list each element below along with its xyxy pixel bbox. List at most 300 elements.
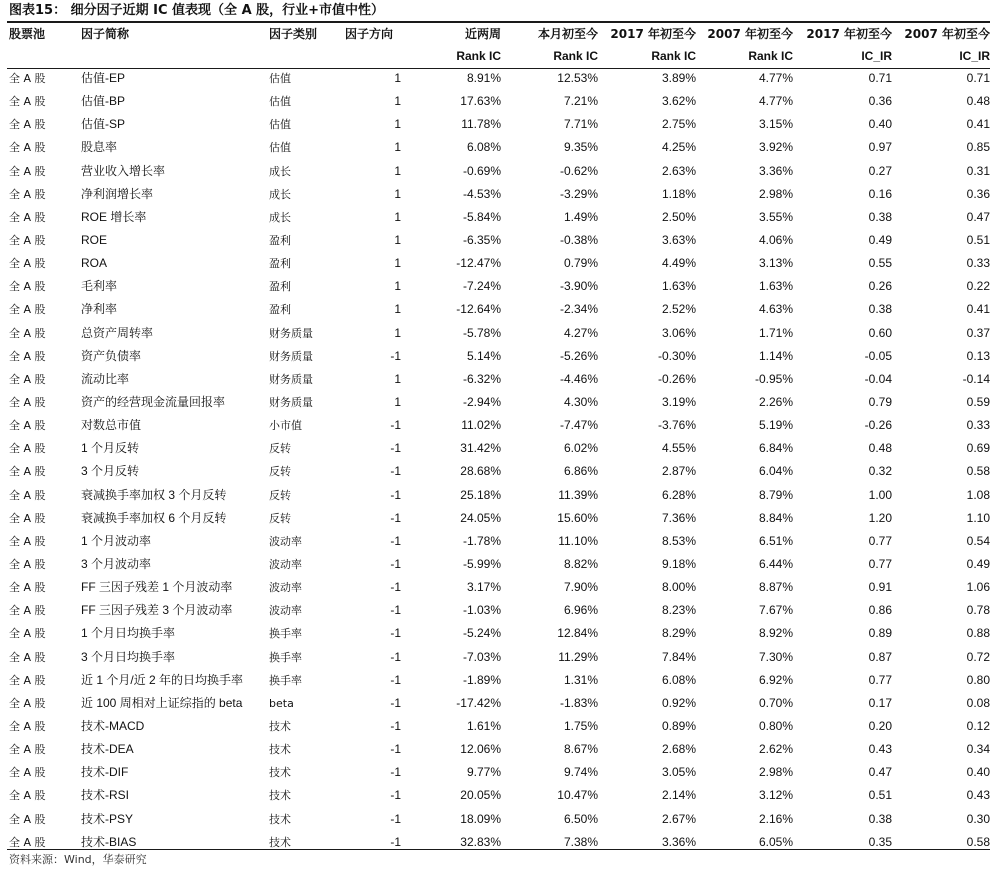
cell-two-week-ic: 6.08% [466, 140, 501, 155]
cell-two-week-ic: -1.03% [462, 603, 501, 618]
cell-category: 技术 [269, 720, 291, 733]
cell-2007-ic: 2.98% [758, 765, 793, 780]
cell-direction: -1 [390, 603, 401, 618]
cell-2017-icir: 0.36 [868, 94, 892, 109]
cell-month-ic: -3.90% [559, 279, 598, 294]
table-row [7, 669, 990, 692]
header-month-to-date-sub: Rank IC [553, 49, 598, 63]
cell-category: 成长 [269, 210, 291, 224]
cell-factor-name: 衰减换手率加权 6 个月反转 [81, 510, 227, 525]
cell-2007-icir: 0.13 [966, 348, 990, 363]
cell-2017-ic: 4.55% [661, 441, 696, 456]
cell-month-ic: 8.67% [563, 742, 598, 757]
cell-month-ic: 7.90% [563, 580, 598, 595]
cell-month-ic: 1.75% [563, 719, 598, 733]
cell-month-ic: 6.02% [563, 441, 598, 456]
table-row [7, 507, 990, 530]
cell-2017-icir: 0.20 [868, 719, 892, 733]
cell-2017-ic: 3.63% [661, 233, 696, 248]
table-row [7, 183, 990, 206]
cell-2017-icir: -0.05 [864, 348, 892, 363]
header-2017-to-date-sub: Rank IC [651, 49, 696, 63]
cell-2007-ic: 3.36% [758, 163, 793, 178]
cell-direction: -1 [390, 487, 401, 502]
header-2007-icir: 2007 年初至今 [904, 27, 990, 41]
cell-category: 财务质量 [269, 349, 313, 363]
cell-direction: 1 [394, 395, 401, 410]
figure-title: 图表15： 细分因子近期 IC 值表现（全 A 股，行业+市值中性） [9, 3, 385, 18]
cell-2017-icir: 0.91 [868, 580, 892, 595]
cell-2007-icir: 0.31 [966, 163, 990, 178]
header-2007-icir-sub: IC_IR [959, 49, 990, 63]
table-row [7, 345, 990, 368]
cell-2017-icir: 0.79 [868, 395, 892, 410]
cell-two-week-ic: -4.53% [462, 186, 501, 201]
cell-2017-ic: 0.92% [661, 695, 696, 710]
cell-2007-ic: 0.70% [758, 695, 793, 710]
header-category: 因子类别 [269, 27, 318, 41]
cell-factor-name: 3 个月日均换手率 [81, 649, 176, 664]
cell-pool: 全 A 股 [9, 789, 46, 803]
cell-category: 估值 [269, 72, 291, 86]
cell-2007-ic: 1.14% [758, 348, 793, 363]
cell-2007-icir: 0.58 [966, 464, 990, 479]
table-row [7, 368, 990, 391]
cell-2017-ic: 3.89% [661, 71, 696, 86]
cell-direction: 1 [394, 186, 401, 201]
cell-2017-icir: 0.87 [868, 649, 892, 664]
cell-two-week-ic: 11.78% [461, 117, 501, 132]
cell-category: 反转 [269, 511, 291, 525]
cell-direction: 1 [394, 71, 401, 86]
cell-pool: 全 A 股 [9, 743, 46, 757]
cell-category: 技术 [269, 766, 291, 780]
cell-two-week-ic: -5.78% [462, 325, 501, 340]
table-row [7, 298, 990, 321]
cell-two-week-ic: 5.14% [466, 348, 501, 363]
cell-direction: 1 [394, 140, 401, 155]
cell-pool: 全 A 股 [9, 720, 46, 733]
cell-two-week-ic: 25.18% [460, 487, 501, 502]
cell-pool: 全 A 股 [9, 534, 46, 548]
cell-two-week-ic: -17.42% [456, 695, 501, 710]
cell-factor-name: 估值-EP [81, 71, 126, 86]
cell-2007-icir: 0.08 [966, 695, 990, 710]
cell-category: 技术 [269, 743, 291, 757]
cell-factor-name: 估值-SP [81, 117, 126, 132]
cell-month-ic: 6.86% [563, 464, 598, 479]
cell-factor-name: 1 个月波动率 [81, 533, 152, 548]
cell-month-ic: 0.79% [563, 256, 598, 271]
cell-month-ic: 6.96% [563, 603, 598, 618]
cell-2017-icir: 0.26 [868, 279, 892, 294]
cell-2007-icir: 0.71 [966, 71, 990, 86]
cell-2007-ic: 3.12% [758, 788, 793, 803]
cell-month-ic: -3.29% [559, 186, 598, 201]
cell-month-ic: -0.38% [559, 233, 598, 248]
cell-factor-name: 1 个月反转 [81, 441, 140, 456]
cell-2007-icir: 0.22 [966, 279, 990, 294]
cell-category: 技术 [269, 835, 291, 849]
source-note: 资料来源：Wind，华泰研究 [9, 853, 147, 866]
cell-factor-name: 营业收入增长率 [81, 163, 166, 178]
cell-category: 估值 [269, 141, 291, 155]
cell-category: 换手率 [269, 673, 302, 687]
header-two-week-sub: Rank IC [456, 49, 501, 63]
cell-2017-icir: 0.77 [868, 533, 892, 548]
cell-2017-ic: 2.67% [661, 811, 696, 826]
cell-2017-ic: 3.19% [661, 395, 696, 410]
cell-2017-icir: -0.04 [864, 371, 892, 386]
cell-2017-icir: 0.48 [868, 441, 892, 456]
cell-two-week-ic: 28.68% [460, 464, 501, 479]
cell-2007-ic: 4.63% [758, 302, 793, 317]
cell-factor-name: 净利率 [81, 302, 118, 317]
cell-direction: -1 [390, 649, 401, 664]
cell-2007-icir: 0.12 [966, 719, 990, 733]
cell-direction: -1 [390, 626, 401, 641]
cell-pool: 全 A 股 [9, 372, 46, 386]
cell-factor-name: 技术-DEA [81, 742, 134, 757]
cell-direction: 1 [394, 371, 401, 386]
cell-category: 财务质量 [269, 372, 313, 386]
cell-2017-ic: 4.49% [661, 256, 696, 271]
cell-direction: -1 [390, 510, 401, 525]
cell-month-ic: -0.62% [559, 163, 598, 178]
cell-factor-name: 技术-DIF [81, 765, 129, 780]
table-row [7, 229, 990, 252]
cell-category: 估值 [269, 95, 291, 109]
cell-pool: 全 A 股 [9, 766, 46, 780]
cell-2017-ic: -0.26% [657, 371, 696, 386]
cell-factor-name: 总资产周转率 [81, 325, 154, 340]
cell-2007-ic: 2.98% [758, 186, 793, 201]
header-2007-to-date: 2007 年初至今 [707, 27, 793, 41]
cell-two-week-ic: 31.42% [460, 441, 501, 456]
cell-2017-ic: 3.62% [661, 94, 696, 109]
table-row [7, 808, 990, 831]
cell-month-ic: 7.38% [563, 834, 598, 849]
cell-category: 财务质量 [269, 326, 313, 340]
table-row [7, 414, 990, 437]
cell-direction: -1 [390, 580, 401, 595]
cell-2007-icir: 1.08 [966, 487, 990, 502]
cell-2007-icir: 0.54 [966, 533, 990, 548]
cell-two-week-ic: -7.03% [462, 649, 501, 664]
cell-pool: 全 A 股 [9, 95, 46, 109]
cell-two-week-ic: 20.05% [460, 788, 501, 803]
cell-pool: 全 A 股 [9, 303, 46, 317]
header-direction: 因子方向 [345, 27, 394, 41]
cell-month-ic: 7.71% [563, 117, 598, 132]
cell-pool: 全 A 股 [9, 210, 46, 224]
cell-month-ic: 12.53% [557, 71, 598, 86]
cell-two-week-ic: 11.02% [461, 418, 501, 433]
cell-2007-icir: 0.49 [966, 557, 990, 572]
cell-2017-icir: 0.38 [868, 302, 892, 317]
cell-2017-icir: 0.86 [868, 603, 892, 618]
cell-direction: 1 [394, 233, 401, 248]
cell-pool: 全 A 股 [9, 187, 46, 201]
cell-2007-ic: 8.84% [758, 510, 793, 525]
cell-2017-ic: 4.25% [661, 140, 696, 155]
cell-month-ic: 7.21% [563, 94, 598, 109]
cell-pool: 全 A 股 [9, 326, 46, 340]
cell-direction: 1 [394, 256, 401, 271]
table-row [7, 206, 990, 229]
cell-pool: 全 A 股 [9, 280, 46, 294]
cell-two-week-ic: 1.61% [466, 719, 501, 733]
cell-two-week-ic: -6.32% [462, 371, 501, 386]
cell-month-ic: 15.60% [557, 510, 598, 525]
cell-factor-name: 毛利率 [81, 279, 118, 294]
cell-two-week-ic: -12.64% [456, 302, 501, 317]
cell-2007-ic: -0.95% [754, 371, 793, 386]
cell-2017-ic: 8.23% [661, 603, 696, 618]
cell-2007-icir: 0.43 [966, 788, 990, 803]
cell-category: 反转 [269, 465, 291, 479]
cell-2017-icir: 0.77 [868, 557, 892, 572]
table-row [7, 67, 990, 90]
cell-2017-icir: 0.55 [868, 256, 892, 271]
header-2017-icir-sub: IC_IR [861, 49, 892, 63]
header-two-week: 近两周 [464, 27, 501, 41]
cell-2017-ic: 2.68% [661, 742, 696, 757]
cell-2007-icir: 0.40 [966, 765, 990, 780]
cell-pool: 全 A 股 [9, 604, 46, 618]
cell-2007-ic: 7.67% [758, 603, 793, 618]
cell-two-week-ic: -7.24% [462, 279, 501, 294]
cell-2007-icir: -0.14 [962, 371, 990, 386]
header-month-to-date: 本月初至今 [537, 27, 598, 41]
cell-2017-ic: 7.84% [661, 649, 696, 664]
cell-category: 财务质量 [269, 396, 313, 410]
cell-2017-ic: 3.36% [661, 834, 696, 849]
cell-pool: 全 A 股 [9, 442, 46, 456]
cell-direction: 1 [394, 163, 401, 178]
cell-2017-ic: 2.63% [661, 163, 696, 178]
cell-factor-name: 近 1 个月/近 2 年的日均换手率 [81, 672, 244, 687]
table-bottom-rule [7, 849, 990, 850]
cell-direction: -1 [390, 695, 401, 710]
cell-2007-ic: 1.71% [758, 325, 793, 340]
cell-factor-name: ROE 增长率 [81, 209, 147, 224]
cell-2017-ic: 2.52% [661, 302, 696, 317]
cell-2007-ic: 6.44% [758, 557, 793, 572]
cell-factor-name: 近 100 周相对上证综指的 beta [81, 695, 243, 710]
cell-2007-icir: 0.33 [966, 418, 990, 433]
cell-category: 盈利 [269, 280, 291, 294]
cell-pool: 全 A 股 [9, 72, 46, 86]
cell-month-ic: 4.30% [563, 395, 598, 410]
table-row [7, 113, 990, 136]
cell-2007-icir: 1.06 [966, 580, 990, 595]
cell-2017-icir: 0.49 [868, 233, 892, 248]
table-row [7, 599, 990, 622]
cell-direction: 1 [394, 117, 401, 132]
cell-2017-icir: 0.71 [868, 71, 892, 86]
cell-two-week-ic: 32.83% [460, 834, 501, 849]
table-row [7, 576, 990, 599]
header-2017-icir: 2017 年初至今 [806, 27, 892, 41]
cell-2007-ic: 5.19% [758, 418, 793, 433]
cell-2017-ic: 2.50% [661, 209, 696, 224]
cell-factor-name: FF 三因子残差 3 个月波动率 [81, 603, 233, 618]
cell-2007-icir: 0.30 [966, 811, 990, 826]
cell-2007-ic: 6.05% [758, 834, 793, 849]
cell-pool: 全 A 股 [9, 349, 46, 363]
cell-2017-icir: 0.60 [868, 325, 892, 340]
cell-2007-icir: 0.34 [966, 742, 990, 757]
cell-2007-ic: 4.77% [758, 71, 793, 86]
cell-factor-name: 净利润增长率 [81, 186, 154, 201]
cell-2017-icir: 0.47 [868, 765, 892, 780]
cell-factor-name: 3 个月反转 [81, 464, 140, 479]
cell-month-ic: 11.39% [558, 487, 598, 502]
cell-2007-ic: 2.62% [758, 742, 793, 757]
cell-pool: 全 A 股 [9, 118, 46, 132]
cell-direction: 1 [394, 279, 401, 294]
cell-2017-ic: 6.28% [661, 487, 696, 502]
table-row [7, 831, 990, 854]
cell-2007-ic: 8.79% [758, 487, 793, 502]
cell-2017-ic: -3.76% [657, 418, 696, 433]
cell-direction: -1 [390, 742, 401, 757]
cell-direction: -1 [390, 557, 401, 572]
cell-2007-icir: 1.10 [966, 510, 990, 525]
cell-2007-icir: 0.72 [966, 649, 990, 664]
table-row [7, 252, 990, 275]
cell-factor-name: 资产负债率 [81, 348, 142, 363]
cell-2007-ic: 3.55% [758, 209, 793, 224]
cell-pool: 全 A 股 [9, 234, 46, 248]
cell-direction: 1 [394, 325, 401, 340]
cell-category: 小市值 [269, 419, 302, 433]
cell-month-ic: -7.47% [559, 418, 598, 433]
cell-2007-icir: 0.33 [966, 256, 990, 271]
cell-factor-name: 3 个月波动率 [81, 557, 152, 572]
table-row [7, 322, 990, 345]
cell-direction: 1 [394, 94, 401, 109]
cell-2007-icir: 0.37 [966, 325, 990, 340]
cell-2017-ic: 7.36% [661, 510, 696, 525]
cell-2007-ic: 6.92% [758, 672, 793, 687]
cell-category: 盈利 [269, 303, 291, 317]
cell-2007-icir: 0.41 [966, 302, 990, 317]
cell-category: 波动率 [269, 558, 302, 572]
cell-pool: 全 A 股 [9, 558, 46, 572]
cell-direction: -1 [390, 672, 401, 687]
header-name: 因子简称 [81, 27, 130, 41]
cell-pool: 全 A 股 [9, 164, 46, 178]
cell-pool: 全 A 股 [9, 465, 46, 479]
cell-2017-ic: 3.06% [661, 325, 696, 340]
cell-2007-ic: 2.26% [758, 395, 793, 410]
cell-month-ic: 4.27% [563, 325, 598, 340]
cell-category: 技术 [269, 789, 291, 803]
table-row [7, 761, 990, 784]
cell-2007-icir: 0.51 [966, 233, 990, 248]
ic-table [7, 23, 990, 854]
table-body [7, 67, 990, 854]
table-row [7, 646, 990, 669]
cell-month-ic: -2.34% [559, 302, 598, 317]
cell-2007-icir: 0.59 [966, 395, 990, 410]
cell-2017-icir: 0.32 [868, 464, 892, 479]
cell-factor-name: 衰减换手率加权 3 个月反转 [81, 487, 227, 502]
cell-category: 换手率 [269, 650, 302, 664]
table-row [7, 437, 990, 460]
cell-2017-icir: -0.26 [864, 418, 892, 433]
cell-2007-ic: 1.63% [758, 279, 793, 294]
table-row [7, 275, 990, 298]
cell-category: 技术 [269, 812, 291, 826]
table-row [7, 460, 990, 483]
cell-pool: 全 A 股 [9, 488, 46, 502]
cell-category: 波动率 [269, 534, 302, 548]
cell-2017-ic: 8.29% [661, 626, 696, 641]
cell-category: beta [269, 696, 294, 710]
cell-pool: 全 A 股 [9, 419, 46, 433]
cell-two-week-ic: -2.94% [462, 395, 501, 410]
cell-pool: 全 A 股 [9, 581, 46, 595]
header-pool: 股票池 [9, 27, 46, 41]
table-row [7, 90, 990, 113]
table-row [7, 553, 990, 576]
table-row [7, 715, 990, 738]
cell-factor-name: ROA [81, 256, 108, 271]
cell-month-ic: 11.10% [558, 533, 598, 548]
cell-2007-icir: 0.85 [966, 140, 990, 155]
cell-factor-name: 1 个月日均换手率 [81, 626, 176, 641]
cell-direction: -1 [390, 418, 401, 433]
cell-2007-ic: 4.06% [758, 233, 793, 248]
table-row [7, 692, 990, 715]
cell-factor-name: ROE [81, 233, 108, 248]
cell-factor-name: 技术-BIAS [81, 834, 137, 849]
table-row [7, 622, 990, 645]
cell-direction: -1 [390, 441, 401, 456]
cell-2007-ic: 3.15% [758, 117, 793, 132]
cell-2007-ic: 7.30% [758, 649, 793, 664]
cell-direction: -1 [390, 788, 401, 803]
cell-2007-icir: 0.80 [966, 672, 990, 687]
cell-two-week-ic: 9.77% [466, 765, 501, 780]
cell-two-week-ic: -12.47% [456, 256, 501, 271]
cell-2007-ic: 4.77% [758, 94, 793, 109]
table-row [7, 160, 990, 183]
cell-month-ic: 1.49% [563, 209, 598, 224]
cell-category: 波动率 [269, 581, 302, 595]
table-row [7, 738, 990, 761]
cell-category: 盈利 [269, 234, 291, 248]
cell-pool: 全 A 股 [9, 141, 46, 155]
cell-pool: 全 A 股 [9, 511, 46, 525]
cell-2017-ic: 3.05% [661, 765, 696, 780]
cell-factor-name: 估值-BP [81, 94, 126, 109]
cell-2017-ic: 2.14% [661, 788, 696, 803]
cell-category: 成长 [269, 187, 291, 201]
cell-pool: 全 A 股 [9, 696, 46, 710]
cell-2017-icir: 0.40 [868, 117, 892, 132]
cell-2017-ic: 2.87% [661, 464, 696, 479]
cell-category: 波动率 [269, 604, 302, 618]
cell-pool: 全 A 股 [9, 627, 46, 641]
cell-category: 反转 [269, 488, 291, 502]
cell-month-ic: -4.46% [559, 371, 598, 386]
header-2017-to-date: 2017 年初至今 [610, 27, 696, 41]
cell-month-ic: 8.82% [563, 557, 598, 572]
